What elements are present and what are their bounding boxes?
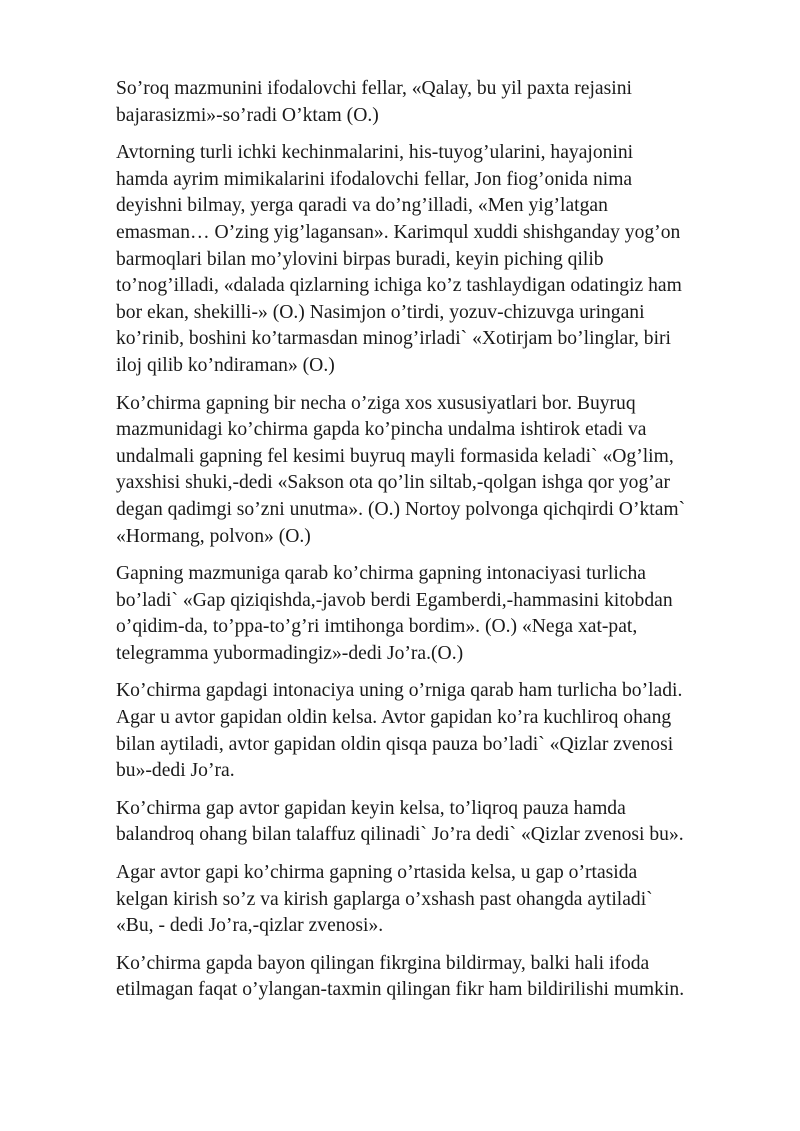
text-line: «Hormang, polvon» (O.)	[116, 525, 311, 547]
text-line: bu»-dedi Jo’ra.	[116, 760, 235, 782]
paragraph-6	[116, 796, 740, 849]
text-line: «Bu, - dedi Jo’ra,-qizlar zvenosi».	[116, 915, 384, 937]
paragraph-1	[116, 76, 740, 129]
paragraph-7	[116, 860, 740, 940]
text-line: telegramma yubormadingiz»-dedi Jo’ra.(O.)	[116, 642, 464, 664]
paragraph-2	[116, 140, 740, 379]
text-line: mazmunidagi ko’chirma gapda ko’pincha undalma ishtirok etadi va	[116, 419, 647, 441]
text-line: barmoqlari bilan mo’ylovini birpas buradi, keyin piching qilib	[116, 248, 604, 270]
text-line: Agar u avtor gapidan oldin kelsa. Avtor gapidan ko’ra kuchliroq ohang	[116, 707, 672, 729]
text-line: balandroq ohang bilan talaffuz qilinadi` Jo’ra dedi` «Qizlar zvenosi bu».	[116, 824, 684, 846]
text-line: iloj qilib ko’ndiraman» (O.)	[116, 354, 335, 376]
text-line: degan qadimgi so’zni unutma». (O.) Nortoy polvonga qichqirdi O’ktam`	[116, 498, 686, 520]
text-line: Ko’chirma gap avtor gapidan keyin kelsa, to’liqroq pauza hamda	[116, 797, 626, 819]
document-page	[116, 76, 740, 1015]
text-line: So’roq mazmunini ifodalovchi fellar, «Qalay, bu yil paxta rejasini	[116, 78, 632, 99]
text-line: o’qidim-da, to’ppa-to’g’ri imtihonga bordim». (O.) «Nega xat-pat,	[116, 616, 638, 638]
text-line: bajarasizmi»-so’radi O’ktam (O.)	[116, 104, 379, 126]
text-line: Avtorning turli ichki kechinmalarini, his-tuyog’ularini, hayajonini	[116, 142, 634, 164]
paragraph-4	[116, 561, 740, 667]
text-line: bor ekan, shekilli-» (O.) Nasimjon o’tirdi, yozuv-chizuvga uringani	[116, 301, 645, 323]
text-line: bo’ladi` «Gap qiziqishda,-javob berdi Egamberdi,-hammasini kitobdan	[116, 589, 673, 611]
paragraph-8	[116, 951, 740, 1004]
text-line: Ko’chirma gapda bayon qilingan fikrgina bildirmay, balki hali ifoda	[116, 952, 650, 974]
text-line: Gapning mazmuniga qarab ko’chirma gapning intonaciyasi turlicha	[116, 563, 646, 585]
text-line: deyishni bilmay, yerga qaradi va do’ng’illadi, «Men yig’latgan	[116, 195, 608, 217]
text-line: etilmagan faqat o’ylangan-taxmin qilingan fikr ham bildirilishi mumkin.	[116, 979, 685, 1001]
text-line: undalmali gapning fel kesimi buyruq mayli formasida keladi` «Og’lim,	[116, 445, 674, 467]
text-line: bilan aytiladi, avtor gapidan oldin qisqa pauza bo’ladi` «Qizlar zvenosi	[116, 733, 674, 755]
paragraph-5	[116, 678, 740, 784]
text-line: to’nog’illadi, «dalada qizlarning ichiga ko’z tashlaydigan odatingiz ham	[116, 275, 682, 297]
text-line: kelgan kirish so’z va kirish gaplarga o’xshash past ohangda aytiladi`	[116, 888, 653, 910]
text-line: yaxshisi shuki,-dedi «Sakson ota qo’lin siltab,-qolgan ishga qor yog’ar	[116, 472, 670, 494]
text-line: Ko’chirma gapdagi intonaciya uning o’rniga qarab ham turlicha bo’ladi.	[116, 680, 683, 702]
text-line: ko’rinib, boshini ko’tarmasdan minog’irladi` «Xotirjam bo’linglar, biri	[116, 328, 671, 350]
text-line: Ko’chirma gapning bir necha o’ziga xos xususiyatlari bor. Buyruq	[116, 392, 636, 414]
text-line: emasman… O’zing yig’lagansan». Karimqul xuddi shishganday yog’on	[116, 221, 681, 243]
text-line: hamda ayrim mimikalarini ifodalovchi fellar, Jon fiog’onida nima	[116, 168, 633, 190]
paragraph-3	[116, 391, 740, 551]
text-line: Agar avtor gapi ko’chirma gapning o’rtasida kelsa, u gap o’rtasida	[116, 862, 638, 884]
